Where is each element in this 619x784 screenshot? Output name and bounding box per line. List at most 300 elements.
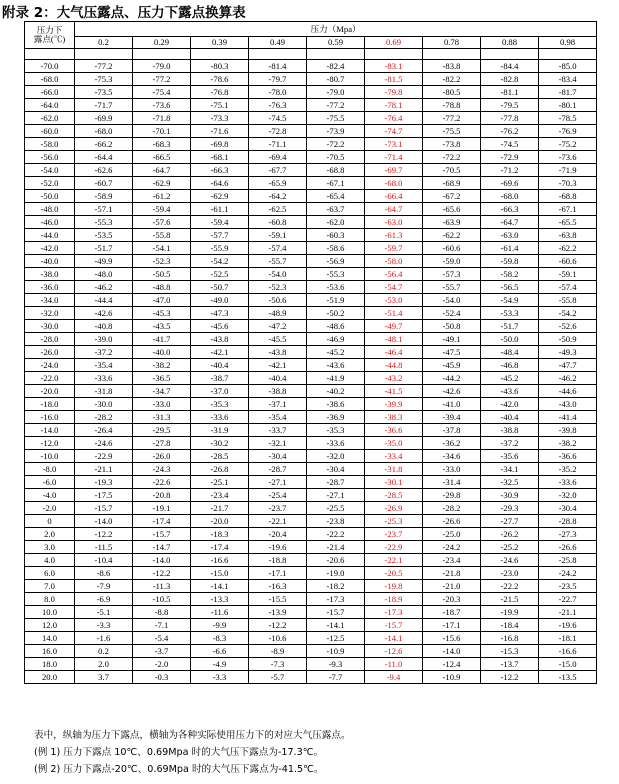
table-cell: -30.4 — [307, 463, 365, 476]
table-cell: -44.4 — [75, 294, 133, 307]
table-cell: -14.1 — [365, 632, 423, 645]
notes — [34, 727, 351, 778]
table-cell: -25.3 — [365, 515, 423, 528]
table-cell: -12.2 — [249, 619, 307, 632]
table-cell: -43.6 — [481, 385, 539, 398]
table-cell: -35.3 — [191, 398, 249, 411]
table-cell: -11.6 — [191, 606, 249, 619]
dewpoint-row-label: -20.0 — [25, 385, 75, 398]
table-cell: -20.4 — [249, 528, 307, 541]
table-cell: -45.5 — [249, 333, 307, 346]
table-cell: -20.0 — [191, 515, 249, 528]
table-cell: -83.8 — [423, 60, 481, 73]
table-cell: -59.7 — [365, 242, 423, 255]
table-cell: -5.7 — [249, 671, 307, 684]
table-cell: -37.2 — [75, 346, 133, 359]
table-row — [25, 255, 597, 268]
table-cell: -55.3 — [75, 216, 133, 229]
table-cell: -59.0 — [423, 255, 481, 268]
table-cell: -11.5 — [75, 541, 133, 554]
table-cell: -27.8 — [133, 437, 191, 450]
table-row — [25, 268, 597, 281]
table-cell: -16.3 — [249, 580, 307, 593]
table-cell: -24.2 — [539, 567, 597, 580]
table-cell: -50.8 — [423, 320, 481, 333]
table-cell: -53.3 — [481, 307, 539, 320]
dew-point-conversion-table — [24, 21, 597, 684]
table-cell: -23.0 — [481, 567, 539, 580]
dewpoint-row-label: 14.0 — [25, 632, 75, 645]
dewpoint-row-label: -42.0 — [25, 242, 75, 255]
table-cell: -12.2 — [481, 671, 539, 684]
table-cell: -84.4 — [481, 60, 539, 73]
table-cell: -22.2 — [307, 528, 365, 541]
table-cell: -45.6 — [191, 320, 249, 333]
table-cell: -13.7 — [481, 658, 539, 671]
table-cell: -59.4 — [133, 203, 191, 216]
table-cell: -82.2 — [423, 73, 481, 86]
table-cell: -43.8 — [249, 346, 307, 359]
table-cell: -28.7 — [307, 476, 365, 489]
table-cell: -61.4 — [481, 242, 539, 255]
table-cell: -51.9 — [307, 294, 365, 307]
table-cell: -18.7 — [423, 606, 481, 619]
table-cell: -47.0 — [133, 294, 191, 307]
dewpoint-row-label: 12.0 — [25, 619, 75, 632]
table-cell: -16.6 — [191, 554, 249, 567]
table-cell: -35.2 — [539, 463, 597, 476]
table-cell: -45.3 — [133, 307, 191, 320]
pressure-header-row — [25, 37, 597, 49]
table-cell: -63.0 — [481, 229, 539, 242]
table-cell: -75.1 — [191, 99, 249, 112]
table-cell: -37.8 — [423, 424, 481, 437]
table-row — [25, 476, 597, 489]
table-cell: -64.7 — [133, 164, 191, 177]
table-cell: -50.7 — [191, 281, 249, 294]
dewpoint-row-label: 16.0 — [25, 645, 75, 658]
page-title: 附录 2：大气压露点、压力下露点换算表 — [2, 5, 246, 21]
table-cell: -70.5 — [307, 151, 365, 164]
table-cell: -60.6 — [423, 242, 481, 255]
note-example-2: (例 2) 压力下露点-20℃、0.69Mpa 时的大气压下露点为-41.5℃。 — [34, 764, 324, 775]
table-cell: -41.5 — [365, 385, 423, 398]
table-cell: -22.9 — [75, 450, 133, 463]
table-row — [25, 190, 597, 203]
table-cell: -15.6 — [423, 632, 481, 645]
table-cell: -52.6 — [539, 320, 597, 333]
table-cell: -44.2 — [423, 372, 481, 385]
table-cell: -35.3 — [307, 424, 365, 437]
table-cell: -43.6 — [307, 359, 365, 372]
table-cell: -12.4 — [423, 658, 481, 671]
table-row — [25, 424, 597, 437]
dewpoint-row-label: -38.0 — [25, 268, 75, 281]
table-cell: -65.9 — [249, 177, 307, 190]
table-cell: -54.0 — [423, 294, 481, 307]
table-cell: -72.8 — [249, 125, 307, 138]
dewpoint-row-label: -56.0 — [25, 151, 75, 164]
table-cell: -59.1 — [249, 229, 307, 242]
table-cell: -10.9 — [307, 645, 365, 658]
dewpoint-row-label: 20.0 — [25, 671, 75, 684]
table-cell: 3.7 — [75, 671, 133, 684]
table-cell: -11.0 — [365, 658, 423, 671]
table-cell: -47.7 — [539, 359, 597, 372]
table-cell: -80.1 — [539, 99, 597, 112]
table-cell: -40.2 — [307, 385, 365, 398]
table-cell: -65.5 — [539, 216, 597, 229]
table-cell: -18.3 — [191, 528, 249, 541]
table-cell: -71.6 — [191, 125, 249, 138]
table-row — [25, 489, 597, 502]
table-cell: -59.8 — [481, 255, 539, 268]
table-cell: -72.9 — [481, 151, 539, 164]
table-cell: -46.9 — [307, 333, 365, 346]
table-cell: -38.8 — [249, 385, 307, 398]
table-cell: -42.6 — [423, 385, 481, 398]
table-cell: -38.2 — [539, 437, 597, 450]
table-cell: -80.7 — [307, 73, 365, 86]
table-cell: -69.9 — [75, 112, 133, 125]
table-cell: -79.8 — [365, 86, 423, 99]
table-cell: -2.0 — [133, 658, 191, 671]
table-cell: -36.9 — [307, 411, 365, 424]
table-row — [25, 177, 597, 190]
table-row — [25, 138, 597, 151]
table-cell: -55.8 — [539, 294, 597, 307]
table-cell: -34.1 — [481, 463, 539, 476]
dewpoint-row-label: -40.0 — [25, 255, 75, 268]
table-cell: -18.8 — [249, 554, 307, 567]
table-cell: -33.4 — [365, 450, 423, 463]
table-cell: -48.9 — [249, 307, 307, 320]
table-cell: -34.6 — [423, 450, 481, 463]
table-cell: -11.3 — [133, 580, 191, 593]
dewpoint-row-label: -60.0 — [25, 125, 75, 138]
table-cell: -63.0 — [365, 216, 423, 229]
table-cell: -56.5 — [481, 281, 539, 294]
table-cell: -27.1 — [249, 476, 307, 489]
table-cell: -15.5 — [249, 593, 307, 606]
table-cell: -26.9 — [365, 502, 423, 515]
table-cell: -46.2 — [75, 281, 133, 294]
table-cell: -79.0 — [307, 86, 365, 99]
table-cell: -18.2 — [307, 580, 365, 593]
table-cell: -17.5 — [75, 489, 133, 502]
pressure-header-cell: 0.29 — [133, 37, 191, 49]
dewpoint-row-label: -50.0 — [25, 190, 75, 203]
table-cell: -27.7 — [481, 515, 539, 528]
table-cell: -30.9 — [481, 489, 539, 502]
dewpoint-row-label: -46.0 — [25, 216, 75, 229]
table-cell: 0.2 — [75, 645, 133, 658]
table-cell: -53.5 — [75, 229, 133, 242]
table-cell: -16.8 — [481, 632, 539, 645]
table-cell: -68.8 — [307, 164, 365, 177]
dewpoint-row-label: 3.0 — [25, 541, 75, 554]
table-cell: -64.6 — [191, 177, 249, 190]
dewpoint-row-label: -30.0 — [25, 320, 75, 333]
table-cell: -19.1 — [133, 502, 191, 515]
table-cell: -41.9 — [307, 372, 365, 385]
dewpoint-row-label: -32.0 — [25, 307, 75, 320]
table-cell: -42.0 — [481, 398, 539, 411]
table-cell: -85.0 — [539, 60, 597, 73]
table-cell: -61.1 — [191, 203, 249, 216]
table-cell: -15.7 — [307, 606, 365, 619]
table-cell: -63.9 — [423, 216, 481, 229]
table-cell: -76.3 — [249, 99, 307, 112]
table-cell: -29.5 — [133, 424, 191, 437]
table-cell: -13.5 — [539, 671, 597, 684]
table-cell: -33.6 — [539, 476, 597, 489]
table-body — [25, 49, 597, 684]
table-cell: -45.2 — [481, 372, 539, 385]
table-cell: -52.3 — [249, 281, 307, 294]
table-cell: -25.2 — [481, 541, 539, 554]
table-cell: -31.3 — [133, 411, 191, 424]
table-cell: -71.1 — [249, 138, 307, 151]
table-cell: -55.9 — [191, 242, 249, 255]
table-cell: -23.8 — [307, 515, 365, 528]
table-cell: -77.8 — [481, 112, 539, 125]
table-cell: -42.6 — [75, 307, 133, 320]
pressure-header-cell: 0.78 — [423, 37, 481, 49]
table-cell: -66.3 — [191, 164, 249, 177]
table-cell: -62.6 — [75, 164, 133, 177]
table-cell: -20.3 — [423, 593, 481, 606]
table-cell: -82.4 — [307, 60, 365, 73]
table-cell: -56.4 — [365, 268, 423, 281]
table-cell: -22.7 — [539, 593, 597, 606]
table-cell: -44.8 — [365, 359, 423, 372]
table-cell: -68.0 — [365, 177, 423, 190]
table-cell: -46.4 — [365, 346, 423, 359]
table-cell: -21.1 — [75, 463, 133, 476]
dewpoint-row-label: -10.0 — [25, 450, 75, 463]
table-cell: -41.0 — [423, 398, 481, 411]
table-cell: -19.0 — [307, 567, 365, 580]
table-cell: -52.4 — [423, 307, 481, 320]
table-cell: -33.6 — [307, 437, 365, 450]
dewpoint-row-label: -18.0 — [25, 398, 75, 411]
table-cell: -40.8 — [75, 320, 133, 333]
dewpoint-row-label: -64.0 — [25, 99, 75, 112]
table-cell: -30.0 — [75, 398, 133, 411]
table-cell: -32.1 — [249, 437, 307, 450]
table-cell: -57.4 — [539, 281, 597, 294]
table-cell: -69.4 — [249, 151, 307, 164]
dewpoint-row-label: -34.0 — [25, 294, 75, 307]
table-cell: -17.3 — [365, 606, 423, 619]
table-cell: -20.8 — [133, 489, 191, 502]
table-cell: -36.5 — [133, 372, 191, 385]
table-row — [25, 125, 597, 138]
table-cell: -55.7 — [249, 255, 307, 268]
table-cell: -64.2 — [249, 190, 307, 203]
table-row — [25, 333, 597, 346]
table-cell: -16.6 — [539, 645, 597, 658]
table-cell: -39.8 — [539, 424, 597, 437]
table-row — [25, 112, 597, 125]
table-cell: -14.1 — [307, 619, 365, 632]
table-cell: -76.4 — [365, 112, 423, 125]
table-cell: -35.0 — [365, 437, 423, 450]
table-cell: -17.1 — [423, 619, 481, 632]
table-cell: -59.1 — [539, 268, 597, 281]
pressure-header-cell: 0.98 — [539, 37, 597, 49]
table-row — [25, 346, 597, 359]
table-cell: -32.0 — [307, 450, 365, 463]
table-cell: -46.8 — [481, 359, 539, 372]
table-cell: -7.1 — [133, 619, 191, 632]
table-cell: -62.5 — [249, 203, 307, 216]
table-cell: -73.8 — [423, 138, 481, 151]
dewpoint-row-label: 6.0 — [25, 567, 75, 580]
table-cell: -57.3 — [423, 268, 481, 281]
dewpoint-row-label: 18.0 — [25, 658, 75, 671]
table-cell: -22.2 — [481, 580, 539, 593]
table-cell: -62.2 — [423, 229, 481, 242]
table-cell: -67.1 — [307, 177, 365, 190]
table-cell: -48.6 — [307, 320, 365, 333]
table-cell: -15.0 — [191, 567, 249, 580]
table-row — [25, 86, 597, 99]
table-row — [25, 632, 597, 645]
table-cell: -35.4 — [249, 411, 307, 424]
table-cell: -78.8 — [423, 99, 481, 112]
table-cell: -61.3 — [365, 229, 423, 242]
table-cell: -62.9 — [191, 190, 249, 203]
table-cell: -28.7 — [249, 463, 307, 476]
table-cell: -14.1 — [191, 580, 249, 593]
table-cell: -70.1 — [133, 125, 191, 138]
table-row — [25, 281, 597, 294]
table-row — [25, 450, 597, 463]
row-axis-label-line2: 露点(℃) — [33, 34, 66, 44]
table-cell: -33.0 — [133, 398, 191, 411]
table-cell: -35.6 — [481, 450, 539, 463]
table-cell: -26.6 — [539, 541, 597, 554]
table-cell: -37.0 — [191, 385, 249, 398]
table-cell: -26.0 — [133, 450, 191, 463]
table-cell: -41.7 — [133, 333, 191, 346]
table-row — [25, 580, 597, 593]
table-cell: -33.6 — [75, 372, 133, 385]
table-cell: -47.2 — [249, 320, 307, 333]
table-cell: -63.8 — [539, 229, 597, 242]
table-cell: -15.0 — [539, 658, 597, 671]
dewpoint-row-label: 4.0 — [25, 554, 75, 567]
table-cell: -83.1 — [365, 60, 423, 73]
pressure-header-cell: 0.88 — [481, 37, 539, 49]
table-cell: -22.6 — [133, 476, 191, 489]
table-cell: -22.1 — [365, 554, 423, 567]
table-cell: -10.6 — [249, 632, 307, 645]
table-cell: -9.9 — [191, 619, 249, 632]
table-cell: -80.3 — [191, 60, 249, 73]
table-cell: -37.2 — [481, 437, 539, 450]
table-cell: -64.4 — [75, 151, 133, 164]
table-cell: -54.0 — [249, 268, 307, 281]
table-cell: -24.2 — [423, 541, 481, 554]
table-cell: -78.0 — [249, 86, 307, 99]
table-cell: -36.6 — [539, 450, 597, 463]
table-cell: -15.7 — [133, 528, 191, 541]
table-cell: -30.1 — [365, 476, 423, 489]
table-cell: -67.2 — [423, 190, 481, 203]
table-cell: -38.6 — [307, 398, 365, 411]
table-cell: -28.2 — [423, 502, 481, 515]
table-cell: -53.6 — [307, 281, 365, 294]
table-row — [25, 307, 597, 320]
table-cell: -54.1 — [133, 242, 191, 255]
table-cell: -57.6 — [133, 216, 191, 229]
table-cell: -19.6 — [539, 619, 597, 632]
table-cell: -22.9 — [365, 541, 423, 554]
note-example-1: (例 1) 压力下露点 10℃、0.69Mpa 时的大气压下露点为-17.3℃。 — [34, 747, 324, 758]
table-cell: -81.7 — [539, 86, 597, 99]
table-cell: -42.1 — [249, 359, 307, 372]
table-cell: -47.5 — [423, 346, 481, 359]
table-cell: -8.9 — [249, 645, 307, 658]
table-cell: -66.2 — [75, 138, 133, 151]
table-cell: -75.5 — [307, 112, 365, 125]
table-cell: -57.4 — [249, 242, 307, 255]
table-cell: -20.6 — [307, 554, 365, 567]
table-cell: -77.2 — [307, 99, 365, 112]
table-cell: -36.2 — [423, 437, 481, 450]
table-cell: -74.5 — [481, 138, 539, 151]
table-row — [25, 515, 597, 528]
table-cell: -73.5 — [75, 86, 133, 99]
pressure-header-cell: 0.49 — [249, 37, 307, 49]
table-cell: -9.4 — [365, 671, 423, 684]
table-cell: -10.5 — [133, 593, 191, 606]
pressure-header-cell: 0.2 — [75, 37, 133, 49]
table-cell: -42.1 — [191, 346, 249, 359]
table-cell: -25.8 — [539, 554, 597, 567]
table-cell: -54.2 — [539, 307, 597, 320]
table-cell: -25.0 — [423, 528, 481, 541]
table-cell: -58.0 — [365, 255, 423, 268]
table-cell: -0.3 — [133, 671, 191, 684]
table-cell: -45.9 — [423, 359, 481, 372]
pressure-header-cell: 0.39 — [191, 37, 249, 49]
table-cell: -21.4 — [307, 541, 365, 554]
table-cell: -28.5 — [365, 489, 423, 502]
row-axis-header — [25, 22, 75, 49]
table-cell: -50.6 — [249, 294, 307, 307]
table-cell: -47.3 — [191, 307, 249, 320]
table-cell: -39.0 — [75, 333, 133, 346]
table-cell: -15.7 — [75, 502, 133, 515]
pressure-header-cell: 0.69 — [365, 37, 423, 49]
table-row — [25, 203, 597, 216]
table-cell: -21.8 — [423, 567, 481, 580]
table-cell: -17.4 — [133, 515, 191, 528]
table-cell: -31.8 — [365, 463, 423, 476]
table-cell: -62.2 — [539, 242, 597, 255]
table-cell: -41.4 — [539, 411, 597, 424]
dewpoint-row-label: -36.0 — [25, 281, 75, 294]
table-row — [25, 411, 597, 424]
table-row — [25, 320, 597, 333]
table-cell: -64.7 — [365, 203, 423, 216]
table-cell: -76.8 — [191, 86, 249, 99]
table-cell: -14.7 — [133, 541, 191, 554]
